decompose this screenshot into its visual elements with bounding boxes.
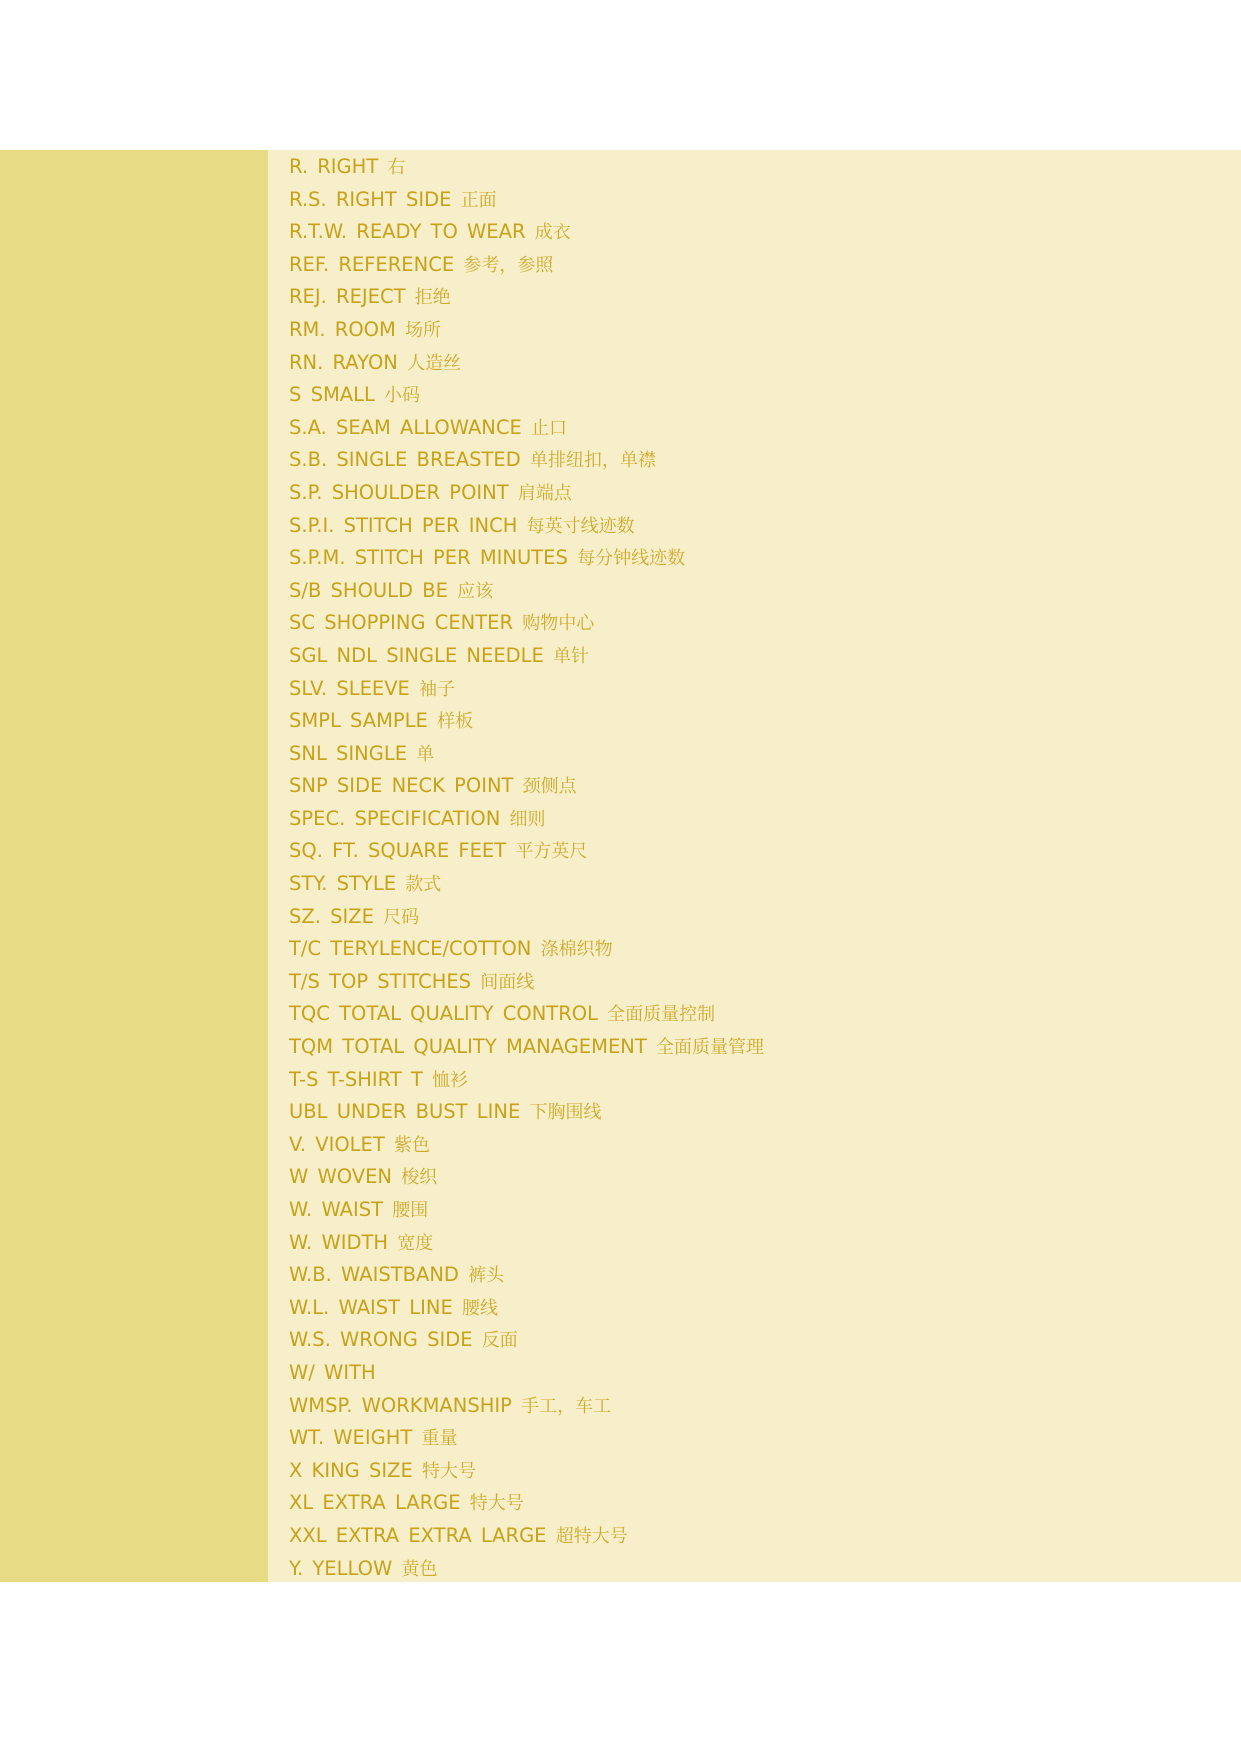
glossary-entry (289, 1521, 764, 1554)
entry-translation: 反面 (481, 1330, 518, 1352)
entry-term: REF. REFERENCE (289, 252, 464, 276)
entry-translation: 参考，参照 (463, 254, 554, 276)
glossary-entry (289, 804, 764, 837)
entry-term: Y. YELLOW (289, 1556, 402, 1580)
entry-term: T/S TOP STITCHES (289, 969, 481, 993)
entry-translation: 样板 (437, 711, 474, 733)
entry-translation: 全面质量管理 (655, 1037, 764, 1059)
glossary-entry (289, 576, 764, 609)
entry-translation: 黄色 (401, 1558, 438, 1580)
entry-term: S.A. SEAM ALLOWANCE (289, 415, 532, 439)
glossary-entry (289, 1097, 764, 1130)
entry-term: SC SHOPPING CENTER (289, 611, 523, 635)
entry-translation: 腰线 (462, 1297, 499, 1319)
entry-term: SNL SINGLE (289, 741, 417, 765)
glossary-entry (289, 1325, 764, 1358)
entry-term: STY. STYLE (289, 872, 406, 896)
glossary-entry (289, 380, 764, 413)
glossary-entry (289, 413, 764, 446)
entry-translation: 人造丝 (407, 352, 462, 374)
glossary-entry (289, 836, 764, 869)
entry-term: T-S T-SHIRT T (289, 1067, 433, 1091)
glossary-entry (289, 869, 764, 902)
glossary-entry (289, 1488, 764, 1521)
glossary-entry (289, 185, 764, 218)
glossary-entry (289, 152, 764, 185)
glossary-entry (289, 967, 764, 1000)
entry-translation: 涤棉织物 (540, 939, 613, 961)
entry-term: W.B. WAISTBAND (289, 1263, 469, 1287)
entry-translation: 袖子 (419, 678, 456, 700)
entry-term: X KING SIZE (289, 1458, 422, 1482)
entry-term: TQC TOTAL QUALITY CONTROL (289, 1002, 608, 1026)
entry-translation: 手工，车工 (521, 1395, 612, 1417)
entry-term: SQ. FT. SQUARE FEET (289, 839, 516, 863)
entry-translation: 场所 (405, 319, 442, 341)
entry-term: XXL EXTRA EXTRA LARGE (289, 1523, 556, 1547)
entry-term: TQM TOTAL QUALITY MANAGEMENT (289, 1035, 656, 1059)
glossary-entry (289, 1456, 764, 1489)
entry-translation: 款式 (405, 874, 442, 896)
entry-term: R.S. RIGHT SIDE (289, 187, 461, 211)
glossary-entry (289, 902, 764, 935)
entry-translation: 间面线 (480, 971, 535, 993)
glossary-entry (289, 282, 764, 315)
glossary-entry (289, 1391, 764, 1424)
entry-translation: 平方英尺 (515, 841, 588, 863)
glossary-panel (0, 150, 1241, 1582)
entry-term: SGL NDL SINGLE NEEDLE (289, 643, 554, 667)
entry-translation: 单 (416, 743, 435, 765)
entry-translation: 肩端点 (517, 482, 572, 504)
entry-term: W.S. WRONG SIDE (289, 1328, 482, 1352)
glossary-entry (289, 674, 764, 707)
entry-term: SNP SIDE NECK POINT (289, 774, 523, 798)
entry-term: SMPL SAMPLE (289, 709, 438, 733)
glossary-entry (289, 250, 764, 283)
glossary-entry (289, 1293, 764, 1326)
entry-translation: 宽度 (397, 1232, 434, 1254)
glossary-list (289, 152, 764, 1586)
glossary-entry (289, 1423, 764, 1456)
entry-translation: 应该 (457, 580, 494, 602)
glossary-entry (289, 1228, 764, 1261)
entry-term: RM. ROOM (289, 317, 406, 341)
glossary-entry (289, 478, 764, 511)
entry-term: SZ. SIZE (289, 904, 384, 928)
glossary-entry (289, 217, 764, 250)
entry-translation: 紫色 (393, 1134, 430, 1156)
entry-term: UBL UNDER BUST LINE (289, 1100, 530, 1124)
entry-term: R. RIGHT (289, 155, 388, 178)
entry-translation: 重量 (421, 1428, 458, 1450)
entry-term: SPEC. SPECIFICATION (289, 806, 510, 830)
entry-translation: 特大号 (422, 1460, 476, 1482)
glossary-entry (289, 543, 764, 576)
entry-translation: 成衣 (534, 222, 571, 244)
entry-translation: 颈侧点 (522, 776, 577, 798)
entry-translation: 正面 (460, 189, 497, 211)
entry-translation: 全面质量控制 (607, 1004, 716, 1026)
glossary-entry (289, 608, 764, 641)
entry-translation: 裤头 (468, 1265, 505, 1287)
entry-translation: 细则 (509, 808, 546, 830)
entry-translation: 单针 (553, 645, 590, 667)
entry-term: R.T.W. READY TO WEAR (289, 220, 535, 244)
glossary-entry (289, 1032, 764, 1065)
entry-translation: 右 (387, 157, 406, 178)
glossary-entry (289, 739, 764, 772)
entry-term: S.P.M. STITCH PER MINUTES (289, 546, 578, 570)
glossary-entry (289, 999, 764, 1032)
entry-term: WT. WEIGHT (289, 1426, 422, 1450)
glossary-entry (289, 1554, 764, 1587)
glossary-entry (289, 641, 764, 674)
entry-term: S SMALL (289, 383, 385, 407)
entry-translation: 拒绝 (414, 287, 451, 309)
entry-translation: 每英寸线迹数 (526, 515, 635, 537)
entry-term: XL EXTRA LARGE (289, 1491, 470, 1515)
glossary-entry (289, 511, 764, 544)
entry-term: WMSP. WORKMANSHIP (289, 1393, 522, 1417)
glossary-entry (289, 771, 764, 804)
entry-term: W. WIDTH (289, 1230, 398, 1254)
glossary-entry (289, 1358, 764, 1391)
glossary-entry (289, 1065, 764, 1098)
sidebar-column (0, 150, 268, 1582)
glossary-entry (289, 348, 764, 381)
entry-translation: 特大号 (469, 1493, 524, 1515)
entry-translation: 小码 (384, 385, 421, 407)
entry-term: S.P. SHOULDER POINT (289, 480, 518, 504)
entry-term: W. WAIST (289, 1198, 393, 1221)
entry-translation: 恤衫 (432, 1069, 469, 1091)
entry-term: W/ WITH (289, 1360, 376, 1384)
entry-term: REJ. REJECT (289, 285, 415, 309)
entry-translation: 尺码 (383, 906, 420, 928)
entry-term: W WOVEN (289, 1165, 402, 1189)
entry-translation: 超特大号 (555, 1525, 628, 1547)
entry-translation: 下胸围线 (529, 1102, 602, 1124)
glossary-entry (289, 706, 764, 739)
entry-term: S.P.I. STITCH PER INCH (289, 513, 527, 537)
entry-term: S.B. SINGLE BREASTED (289, 448, 530, 472)
entry-translation: 腰围 (392, 1200, 429, 1221)
glossary-entry (289, 445, 764, 478)
glossary-entry (289, 1260, 764, 1293)
glossary-entry (289, 315, 764, 348)
glossary-entry (289, 934, 764, 967)
glossary-entry (289, 1162, 764, 1195)
entry-term: T/C TERYLENCE/COTTON (289, 937, 541, 961)
entry-translation: 每分钟线迹数 (577, 548, 686, 570)
entry-term: SLV. SLEEVE (289, 676, 420, 700)
entry-term: S/B SHOULD BE (289, 578, 458, 602)
entry-translation: 单排纽扣，单襟 (529, 450, 656, 472)
entry-term: RN. RAYON (289, 350, 408, 374)
entry-translation: 梭织 (401, 1167, 438, 1189)
glossary-entry (289, 1130, 764, 1163)
entry-translation: 止口 (531, 417, 568, 439)
entry-translation: 购物中心 (522, 613, 595, 635)
entry-term: W.L. WAIST LINE (289, 1295, 463, 1319)
glossary-entry (289, 1195, 764, 1228)
entry-term: V. VIOLET (289, 1132, 394, 1156)
